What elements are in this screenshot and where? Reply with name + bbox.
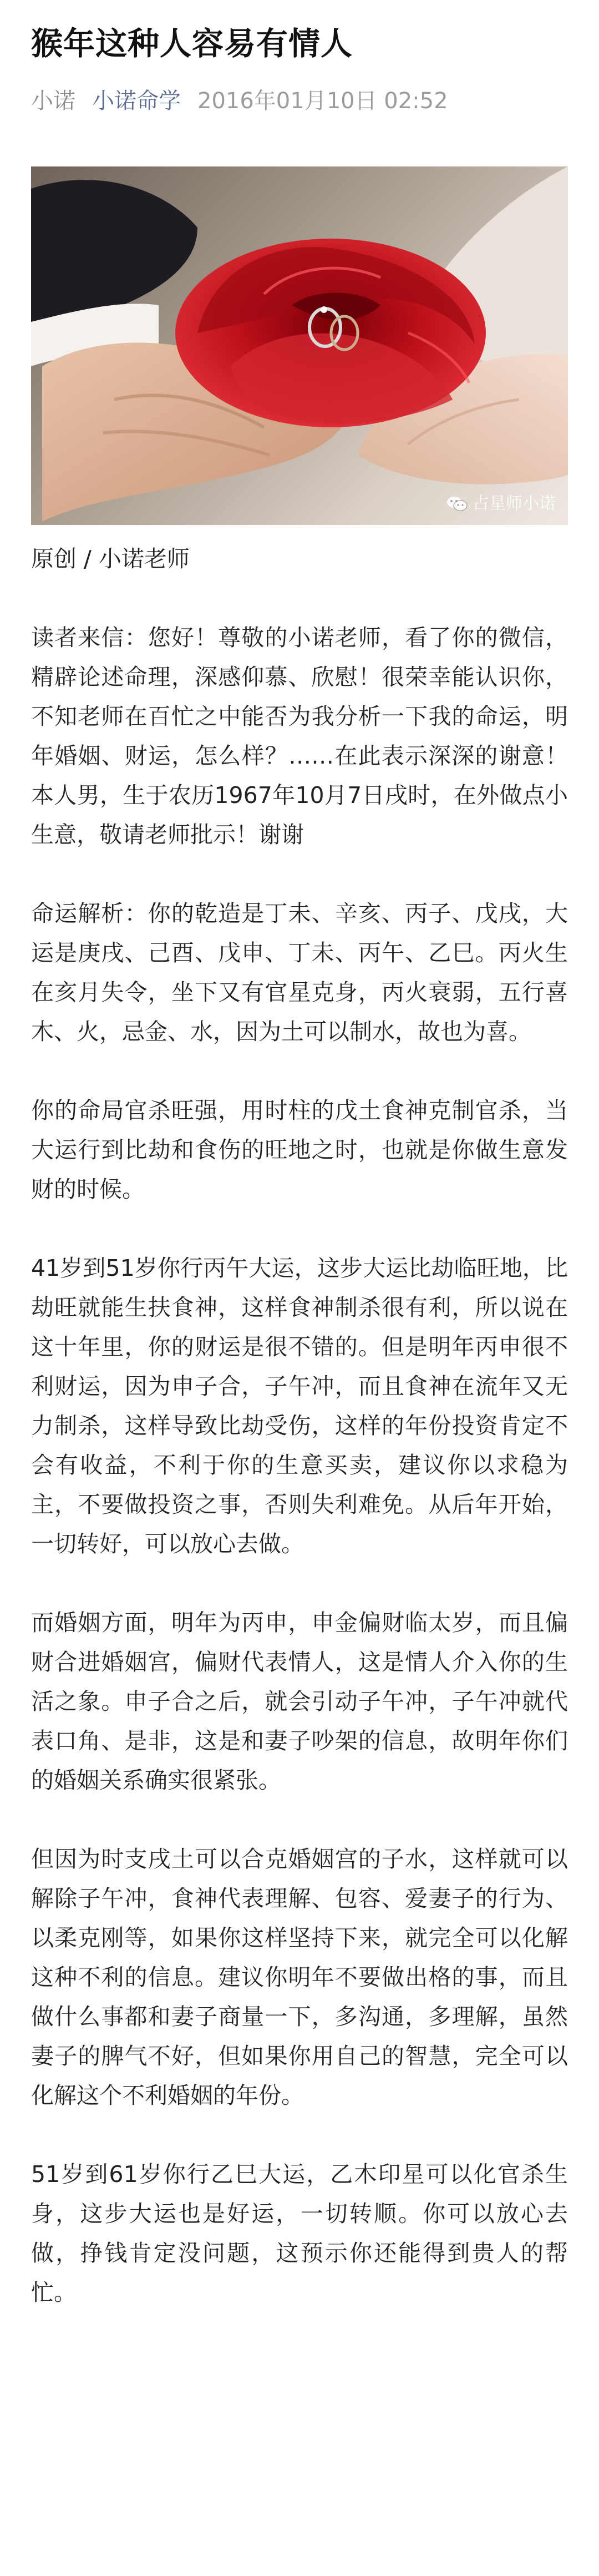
- paragraph-reader-letter: 读者来信：您好！尊敬的小诺老师，看了你的微信，精辟论述命理，深感仰慕、欣慰！很荣幸能认识你，不知老师在百忙之中能否为我分析一下我的命运，明年婚姻、财运，怎么样？……在此表示深深的谢意！本人男，生于农历1967年10月7日戌时，在外做点小生意，敬请老师批示！谢谢: [31, 624, 568, 848]
- watermark-text: 占星师小诺: [473, 494, 556, 513]
- hands-holding-rose-illustration: [31, 166, 568, 525]
- byline: 原创 / 小诺老师: [31, 545, 190, 572]
- paragraph-wealth: 41岁到51岁你行丙午大运，这步大运比劫临旺地，比劫旺就能生扶食神，这样食神制杀很有利，所以说在这十年里，你的财运是很不错的。但是明年丙申很不利财运，因为申子合，子午冲，而且食神在流年又无力制杀，这样导致比劫受伤，这样的年份投资肯定不会有收益，不利于你的生意买卖，建议你以求稳为主，不要做投资之事，否则失利难免。从后年开始，一切转好，可以放心去做。: [31, 1255, 568, 1557]
- paragraph-analysis: 命运解析：你的乾造是丁未、辛亥、丙子、戊戌，大运是庚戌、己酉、戊申、丁未、丙午、乙巳。丙火生在亥月失令，坐下又有官星克身，丙火衰弱，五行喜木、火，忌金、水，因为土可以制水，故也为喜。: [31, 900, 568, 1045]
- publish-date: 2016年01月10日 02:52: [197, 88, 448, 114]
- article: [31, 0, 568, 2312]
- paragraph-career: 你的命局官杀旺强，用时柱的戊土食神克制官杀，当大运行到比劫和食伤的旺地之时，也就是你做生意发财的时候。: [31, 1097, 568, 1203]
- hero-image[interactable]: [31, 166, 568, 525]
- paragraph-advice: 但因为时支戌土可以合克婚姻宫的子水，这样就可以解除子午冲，食神代表理解、包容、爱妻子的行为、以柔克刚等，如果你这样坚持下来，就完全可以化解这种不利的信息。建议你明年不要做出格的事，而且做什么事都和妻子商量一下，多沟通，多理解，虽然妻子的脾气不好，但如果你用自己的智慧，完全可以化解这个不利婚姻的年份。: [31, 1846, 568, 2109]
- article-content: [31, 539, 568, 2312]
- article-title: 猴年这种人容易有情人: [31, 26, 353, 62]
- wechat-icon: [446, 496, 468, 512]
- article-meta: [31, 85, 568, 117]
- account-link[interactable]: 小诺命学: [92, 88, 181, 114]
- paragraph-future: 51岁到61岁你行乙巳大运，乙木印星可以化官杀生身，这步大运也是好运，一切转顺。你可以放心去做，挣钱肯定没问题，这预示你还能得到贵人的帮忙。: [31, 2161, 568, 2306]
- image-watermark: [446, 493, 556, 515]
- paragraph-marriage: 而婚姻方面，明年为丙申，申金偏财临太岁，而且偏财合进婚姻宫，偏财代表情人，这是情人介入你的生活之象。申子合之后，就会引动子午冲，子午冲就代表口角、是非，这是和妻子吵架的信息，故明年你们的婚姻关系确实很紧张。: [31, 1609, 568, 1794]
- author-name: 小诺: [31, 88, 75, 114]
